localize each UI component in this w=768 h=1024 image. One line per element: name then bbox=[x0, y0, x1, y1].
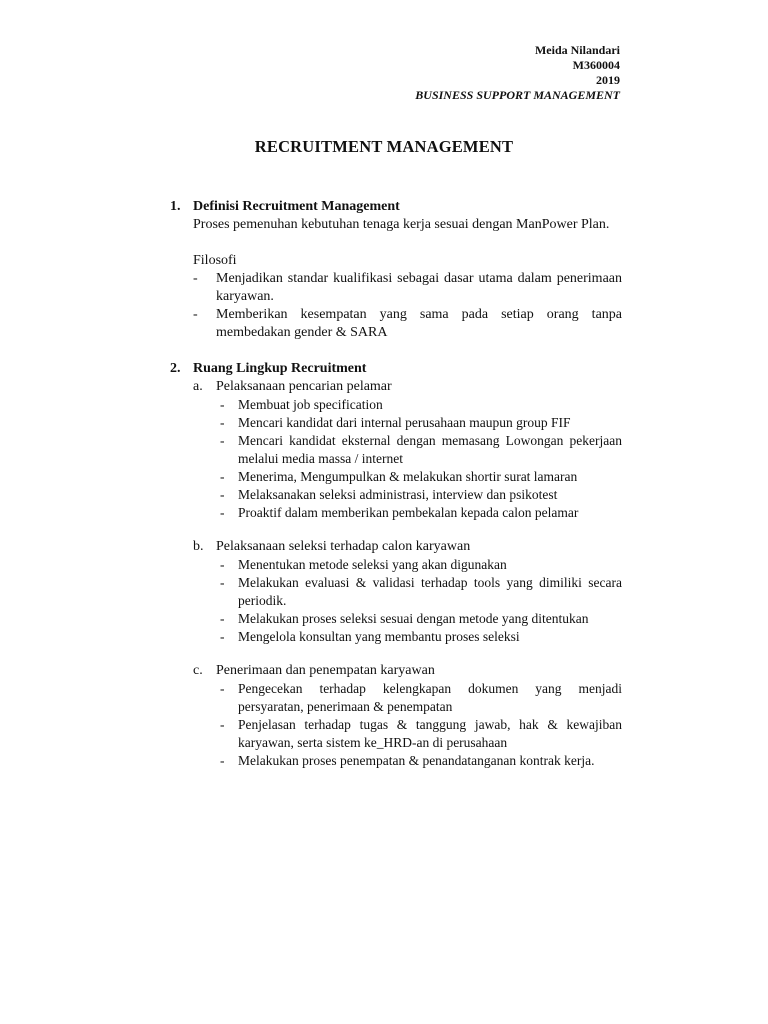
list-item bbox=[193, 306, 622, 342]
list-item bbox=[216, 716, 622, 752]
list-item bbox=[216, 628, 622, 646]
dash-bullet: - bbox=[220, 575, 225, 590]
list-item bbox=[216, 752, 622, 770]
dash-bullet: - bbox=[220, 469, 225, 484]
philosophy-label: Filosofi bbox=[193, 253, 237, 268]
list-item-text: Melakukan evaluasi & validasi terhadap tools yang dimiliki secara periodik. bbox=[238, 575, 622, 608]
dash-bullet: - bbox=[220, 611, 225, 626]
subsection-list bbox=[216, 680, 622, 770]
subsection-placement bbox=[193, 662, 622, 770]
list-item-text: Mengelola konsultan yang membantu proses seleksi bbox=[238, 629, 520, 644]
dash-bullet: - bbox=[220, 433, 225, 448]
section-number: 1. bbox=[170, 199, 181, 214]
dash-bullet: - bbox=[220, 753, 225, 768]
section-heading: Definisi Recruitment Management bbox=[193, 199, 400, 214]
document-year: 2019 bbox=[596, 73, 620, 87]
list-item bbox=[193, 270, 622, 306]
section-scope bbox=[170, 360, 622, 770]
author-name: Meida Nilandari bbox=[534, 43, 620, 57]
list-item bbox=[216, 504, 622, 522]
definition-text: Proses pemenuhan kebutuhan tenaga kerja sesuai dengan ManPower Plan. bbox=[193, 217, 610, 232]
dash-bullet: - bbox=[193, 307, 198, 322]
dash-bullet: - bbox=[220, 681, 225, 696]
list-item-text: Penjelasan terhadap tugas & tanggung jawab, hak & kewajiban karyawan, serta sistem ke_HRD-an di perusahaan bbox=[238, 717, 622, 750]
dash-bullet: - bbox=[220, 717, 225, 732]
author-header bbox=[415, 43, 620, 103]
subsection-list bbox=[216, 396, 622, 522]
list-item-text: Menjadikan standar kualifikasi sebagai dasar utama dalam penerimaan karyawan. bbox=[216, 271, 622, 304]
list-item-text: Melakukan proses seleksi sesuai dengan metode yang ditentukan bbox=[238, 611, 589, 626]
list-item-text: Membuat job specification bbox=[238, 397, 383, 412]
subsection-list bbox=[216, 556, 622, 646]
dash-bullet: - bbox=[220, 487, 225, 502]
dash-bullet: - bbox=[220, 415, 225, 430]
list-item-text: Menerima, Mengumpulkan & melakukan shortir surat lamaran bbox=[238, 469, 578, 484]
dash-bullet: - bbox=[220, 505, 225, 520]
list-item bbox=[216, 396, 622, 414]
subsection-title: Pelaksanaan seleksi terhadap calon karyawan bbox=[216, 539, 471, 554]
list-item bbox=[216, 486, 622, 504]
section-heading: Ruang Lingkup Recruitment bbox=[193, 361, 367, 376]
list-item-text: Pengecekan terhadap kelengkapan dokumen yang menjadi persyaratan, penerimaan & penempatan bbox=[238, 681, 622, 714]
document-title: RECRUITMENT MANAGEMENT bbox=[254, 137, 514, 156]
philosophy-list bbox=[193, 270, 622, 342]
subsection-letter: a. bbox=[193, 379, 203, 394]
list-item bbox=[216, 610, 622, 628]
dash-bullet: - bbox=[193, 271, 198, 286]
subsection-search bbox=[193, 378, 622, 522]
list-item-text: Mencari kandidat eksternal dengan memasang Lowongan pekerjaan melalui media massa / internet bbox=[238, 433, 622, 466]
dash-bullet: - bbox=[220, 557, 225, 572]
list-item-text: Melaksanakan seleksi administrasi, interview dan psikotest bbox=[238, 487, 558, 502]
dash-bullet: - bbox=[220, 629, 225, 644]
subsection-letter: b. bbox=[193, 539, 204, 554]
list-item bbox=[216, 574, 622, 610]
list-item-text: Proaktif dalam memberikan pembekalan kepada calon pelamar bbox=[238, 505, 579, 520]
department-name: BUSINESS SUPPORT MANAGEMENT bbox=[415, 88, 620, 102]
list-item bbox=[216, 414, 622, 432]
subsection-title: Pelaksanaan pencarian pelamar bbox=[216, 379, 392, 394]
list-item-text: Memberikan kesempatan yang sama pada setiap orang tanpa membedakan gender & SARA bbox=[216, 307, 622, 340]
list-item bbox=[216, 432, 622, 468]
dash-bullet: - bbox=[220, 397, 225, 412]
list-item bbox=[216, 468, 622, 486]
list-item-text: Menentukan metode seleksi yang akan digunakan bbox=[238, 557, 507, 572]
subsection-title: Penerimaan dan penempatan karyawan bbox=[216, 663, 435, 678]
subsection-selection bbox=[193, 538, 622, 646]
list-item-text: Melakukan proses penempatan & penandatanganan kontrak kerja. bbox=[238, 753, 595, 768]
list-item bbox=[216, 680, 622, 716]
section-number: 2. bbox=[170, 361, 181, 376]
list-item-text: Mencari kandidat dari internal perusahaan maupun group FIF bbox=[238, 415, 571, 430]
document-body bbox=[170, 198, 622, 770]
section-definition bbox=[170, 198, 622, 342]
list-item bbox=[216, 556, 622, 574]
subsection-letter: c. bbox=[193, 663, 203, 678]
author-id: M360004 bbox=[572, 58, 620, 72]
